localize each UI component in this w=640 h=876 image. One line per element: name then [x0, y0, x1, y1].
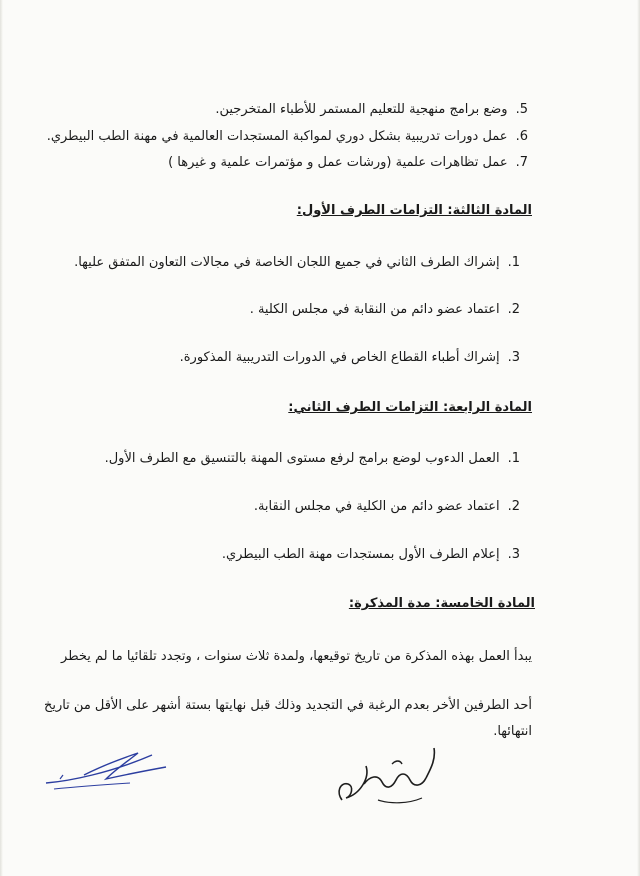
list-item: 6.عمل دورات تدريبية بشكل دوري لمواكبة المستجدات العالمية في مهنة الطب البيطري. [46, 129, 528, 144]
list-item-text: إعلام الطرف الأول بمستجدات مهنة الطب البيطري. [221, 547, 500, 562]
list-item-text: العمل الدءوب لوضع برامج لرفع مستوى المهنة بالتنسيق مع الطرف الأول. [104, 451, 500, 466]
paragraph-line: أحد الطرفين الأخر بعدم الرغبة في التجديد وذلك قبل نهايتها بستة أشهر على الأقل من تاريخ [43, 698, 532, 713]
list-item-text: اعتماد عضو دائم من الكلية في مجلس النقابة. [253, 499, 500, 514]
list-item-text: اعتماد عضو دائم من النقابة في مجلس الكلية . [249, 302, 500, 317]
list-item: 3.إشراك أطباء القطاع الخاص في الدورات التدريبية المذكورة. [179, 350, 520, 365]
article-four-heading: المادة الرابعة: التزامات الطرف الثاني: [288, 400, 532, 415]
article-five-heading: المادة الخامسة: مدة المذكرة: [348, 596, 535, 611]
page-edge-left [0, 0, 3, 876]
list-item-text: إشراك الطرف الثاني في جميع اللجان الخاصة في مجالات التعاون المتفق عليها. [74, 255, 500, 270]
list-item: 5.وضع برامج منهجية للتعليم المستمر للأطباء المتخرجين. [215, 102, 528, 117]
list-item: 1.إشراك الطرف الثاني في جميع اللجان الخاصة في مجالات التعاون المتفق عليها. [74, 255, 520, 270]
list-item: 2.اعتماد عضو دائم من الكلية في مجلس النقابة. [253, 499, 520, 514]
paragraph-line: انتهائها. [493, 724, 532, 739]
article-three-heading: المادة الثالثة: التزامات الطرف الأول: [296, 203, 532, 218]
list-item: 3.إعلام الطرف الأول بمستجدات مهنة الطب البيطري. [221, 547, 520, 562]
list-item: 2.اعتماد عضو دائم من النقابة في مجلس الكلية . [249, 302, 520, 317]
signature-right [330, 738, 450, 810]
list-item-text: إشراك أطباء القطاع الخاص في الدورات التدريبية المذكورة. [179, 350, 500, 365]
list-item: 1.العمل الدءوب لوضع برامج لرفع مستوى المهنة بالتنسيق مع الطرف الأول. [104, 451, 520, 466]
list-item-text: عمل دورات تدريبية بشكل دوري لمواكبة المستجدات العالمية في مهنة الطب البيطري. [46, 129, 508, 144]
list-item-text: عمل تظاهرات علمية (ورشات عمل و مؤتمرات علمية و غيرها ) [168, 155, 508, 170]
list-item-text: وضع برامج منهجية للتعليم المستمر للأطباء المتخرجين. [215, 102, 508, 117]
signature-left [40, 745, 180, 795]
list-item: 7.عمل تظاهرات علمية (ورشات عمل و مؤتمرات علمية و غيرها ) [168, 155, 528, 170]
paragraph-line: يبدأ العمل بهذه المذكرة من تاريخ توقيعها، ولمدة ثلاث سنوات ، وتجدد تلقائيا ما لم يخطر [61, 649, 532, 664]
